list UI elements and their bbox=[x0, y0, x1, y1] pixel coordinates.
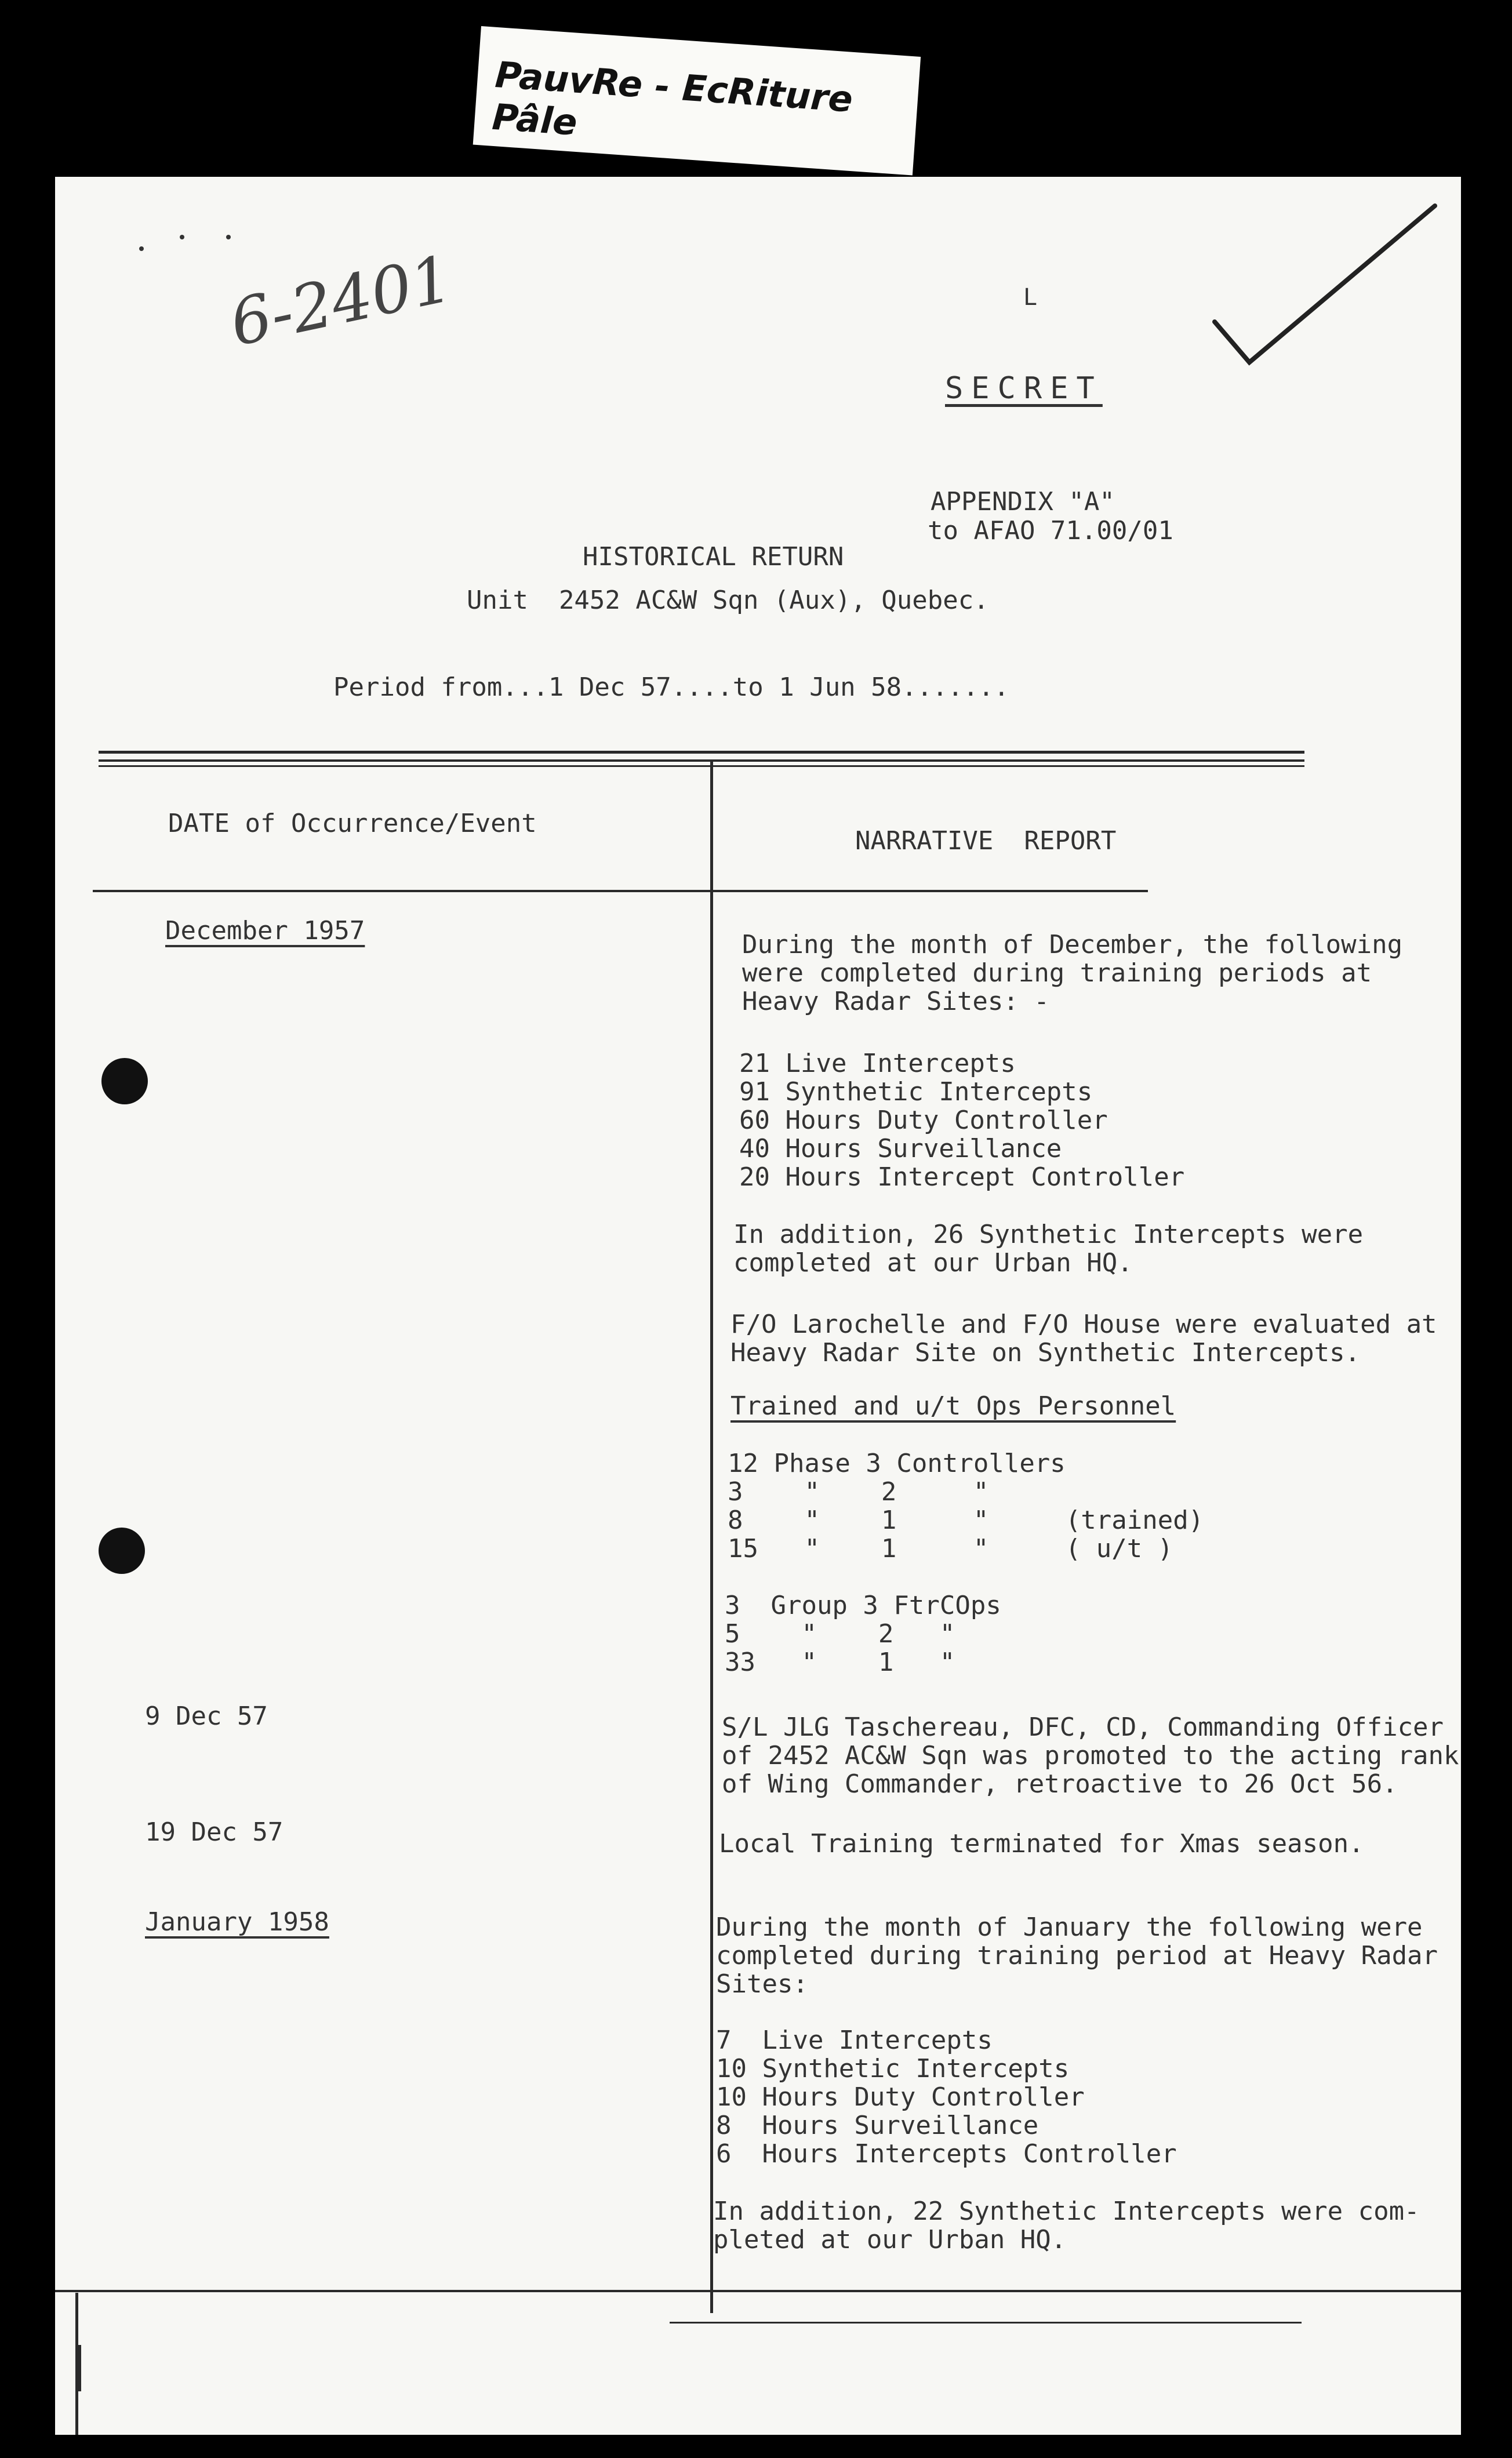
entry-date: 19 Dec 57 bbox=[145, 1817, 284, 1847]
entry-date: December 1957 bbox=[165, 916, 365, 946]
handwritten-reference: 6-2401 bbox=[223, 241, 459, 361]
bottom-rule bbox=[670, 2322, 1302, 2324]
narrative-column-header: NARRATIVE REPORT bbox=[855, 826, 1117, 856]
header-rule bbox=[99, 765, 1304, 767]
personnel-controllers-list: 12 Phase 3 Controllers 3 " 2 " 8 " 1 " (trained) 15 " 1 " ( u/t ) bbox=[728, 1449, 1204, 1563]
narrative-paragraph: During the month of December, the following were completed during training periods at Heavy Radar Sites: - bbox=[742, 930, 1403, 1016]
narrative-paragraph: Local Training terminated for Xmas season. bbox=[719, 1829, 1364, 1859]
header-rule bbox=[99, 751, 1304, 754]
punch-hole bbox=[101, 1058, 148, 1104]
document-page bbox=[55, 177, 1461, 2435]
narrative-paragraph: S/L JLG Taschereau, DFC, CD, Commanding Officer of 2452 AC&W Sqn was promoted to the acting rank of Wing Commander, retroactive to 26 Oct 56. bbox=[722, 1712, 1459, 1799]
punch-hole bbox=[99, 1528, 145, 1574]
unit-line: Unit 2452 AC&W Sqn (Aux), Quebec. bbox=[467, 586, 989, 615]
narrative-paragraph: F/O Larochelle and F/O House were evaluated at Heavy Radar Site on Synthetic Intercepts. bbox=[730, 1310, 1437, 1368]
column-header-rule bbox=[93, 890, 1148, 892]
date-column-header: DATE of Occurrence/Event bbox=[168, 809, 537, 838]
bottom-rule bbox=[55, 2290, 1461, 2292]
narrative-paragraph: In addition, 26 Synthetic Intercepts were completed at our Urban HQ. bbox=[733, 1220, 1364, 1278]
narrative-paragraph: In addition, 22 Synthetic Intercepts were com- pleted at our Urban HQ. bbox=[713, 2197, 1420, 2255]
archive-stamp-label bbox=[473, 26, 921, 176]
margin-line bbox=[78, 2345, 81, 2391]
personnel-ftrcops-list: 3 Group 3 FtrCOps 5 " 2 " 33 " 1 " bbox=[725, 1591, 1001, 1677]
appendix-reference: to AFAO 71.00/01 bbox=[928, 516, 1173, 546]
entry-date: January 1958 bbox=[145, 1907, 329, 1937]
mark: L bbox=[1023, 284, 1038, 311]
appendix-label: APPENDIX "A" bbox=[931, 487, 1115, 517]
checkmark-icon bbox=[1203, 194, 1446, 368]
document-title: HISTORICAL RETURN bbox=[583, 542, 844, 572]
narrative-list: 7 Live Intercepts 10 Synthetic Intercepts 10 Hours Duty Controller 8 Hours Surveillance 6 Hours Intercepts Controller bbox=[716, 2026, 1177, 2169]
personnel-heading: Trained and u/t Ops Personnel bbox=[730, 1391, 1176, 1421]
speck bbox=[139, 246, 144, 251]
narrative-list: 21 Live Intercepts 91 Synthetic Intercepts 60 Hours Duty Controller 40 Hours Surveillance 20 Hours Intercept Controller bbox=[739, 1049, 1185, 1192]
archive-stamp-text: PauvRe - EcRiture Pâle bbox=[490, 53, 855, 144]
speck bbox=[226, 235, 231, 239]
column-divider bbox=[710, 759, 713, 2313]
period-line: Period from...1 Dec 57....to 1 Jun 58....... bbox=[333, 672, 1009, 702]
entry-date: 9 Dec 57 bbox=[145, 1701, 268, 1731]
narrative-paragraph: During the month of January the following were completed during training period at Heavy Radar Sites: bbox=[716, 1912, 1438, 1999]
speck bbox=[180, 235, 184, 239]
header-rule bbox=[99, 759, 1304, 762]
classification-marking: SECRET bbox=[945, 371, 1103, 406]
